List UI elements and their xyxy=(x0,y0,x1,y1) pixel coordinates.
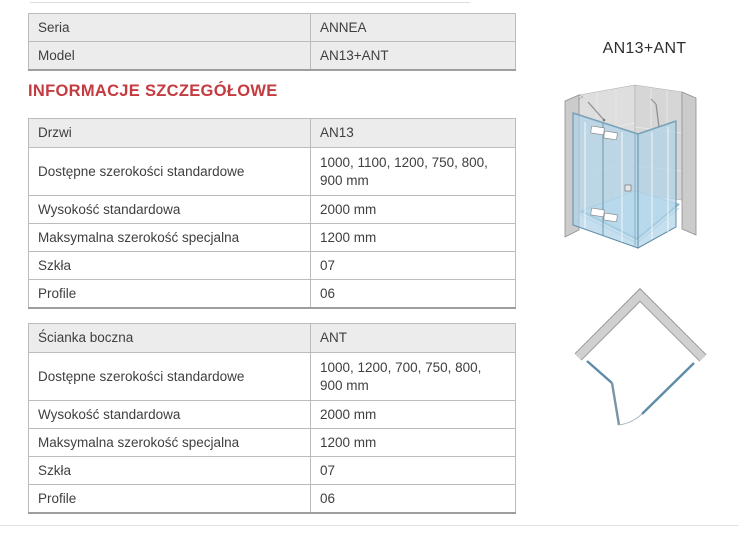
table-header-value: AN13 xyxy=(311,119,516,148)
spec-value-cell: 1200 mm xyxy=(311,429,516,457)
table-row xyxy=(29,457,516,485)
spec-value-cell: 1000, 1100, 1200, 750, 800, 900 mm xyxy=(311,148,516,196)
spec-value-cell: AN13+ANT xyxy=(311,42,516,71)
bottom-divider xyxy=(0,525,739,526)
table-header-label: Ścianka boczna xyxy=(29,324,311,353)
table-header-row xyxy=(29,324,516,353)
table-row xyxy=(29,485,516,514)
product-model-label: AN13+ANT xyxy=(602,40,687,57)
table-row xyxy=(29,224,516,252)
side-panel-spec-table xyxy=(28,323,516,514)
spec-value-cell: 07 xyxy=(311,457,516,485)
table-row xyxy=(29,353,516,401)
spec-label-cell: Szkła xyxy=(29,252,311,280)
shower-enclosure-plan-diagram xyxy=(570,283,715,468)
spec-value-cell: ANNEA xyxy=(311,14,516,42)
spec-label-cell: Maksymalna szerokość specjalna xyxy=(29,224,311,252)
spec-label-cell: Seria xyxy=(29,14,311,42)
table-row xyxy=(29,280,516,309)
spec-label-cell: Szkła xyxy=(29,457,311,485)
door-spec-table xyxy=(28,118,516,309)
top-divider xyxy=(30,2,470,3)
spec-value-cell: 1000, 1200, 700, 750, 800, 900 mm xyxy=(311,353,516,401)
spec-label-cell: Model xyxy=(29,42,311,71)
product-summary-table xyxy=(28,13,516,71)
spec-value-cell: 2000 mm xyxy=(311,196,516,224)
table-row xyxy=(29,252,516,280)
table-header-row xyxy=(29,119,516,148)
spec-value-cell: 06 xyxy=(311,280,516,309)
spec-label-cell: Dostępne szerokości standardowe xyxy=(29,353,311,401)
spec-label-cell: Wysokość standardowa xyxy=(29,401,311,429)
spec-value-cell: 07 xyxy=(311,252,516,280)
spec-label-cell: Dostępne szerokości standardowe xyxy=(29,148,311,196)
spec-value-cell: 2000 mm xyxy=(311,401,516,429)
spec-label-cell: Wysokość standardowa xyxy=(29,196,311,224)
table-row xyxy=(29,429,516,457)
spec-value-cell: 06 xyxy=(311,485,516,514)
table-row xyxy=(29,148,516,196)
table-row xyxy=(29,401,516,429)
table-row xyxy=(29,42,516,71)
table-row xyxy=(29,196,516,224)
spec-label-cell: Profile xyxy=(29,485,311,514)
table-header-label: Drzwi xyxy=(29,119,311,148)
table-header-value: ANT xyxy=(311,324,516,353)
spec-label-cell: Profile xyxy=(29,280,311,309)
shower-enclosure-isometric-diagram xyxy=(552,82,737,272)
spec-label-cell: Maksymalna szerokość specjalna xyxy=(29,429,311,457)
section-heading: INFORMACJE SZCZEGÓŁOWE xyxy=(28,82,278,100)
table-row xyxy=(29,14,516,42)
spec-value-cell: 1200 mm xyxy=(311,224,516,252)
